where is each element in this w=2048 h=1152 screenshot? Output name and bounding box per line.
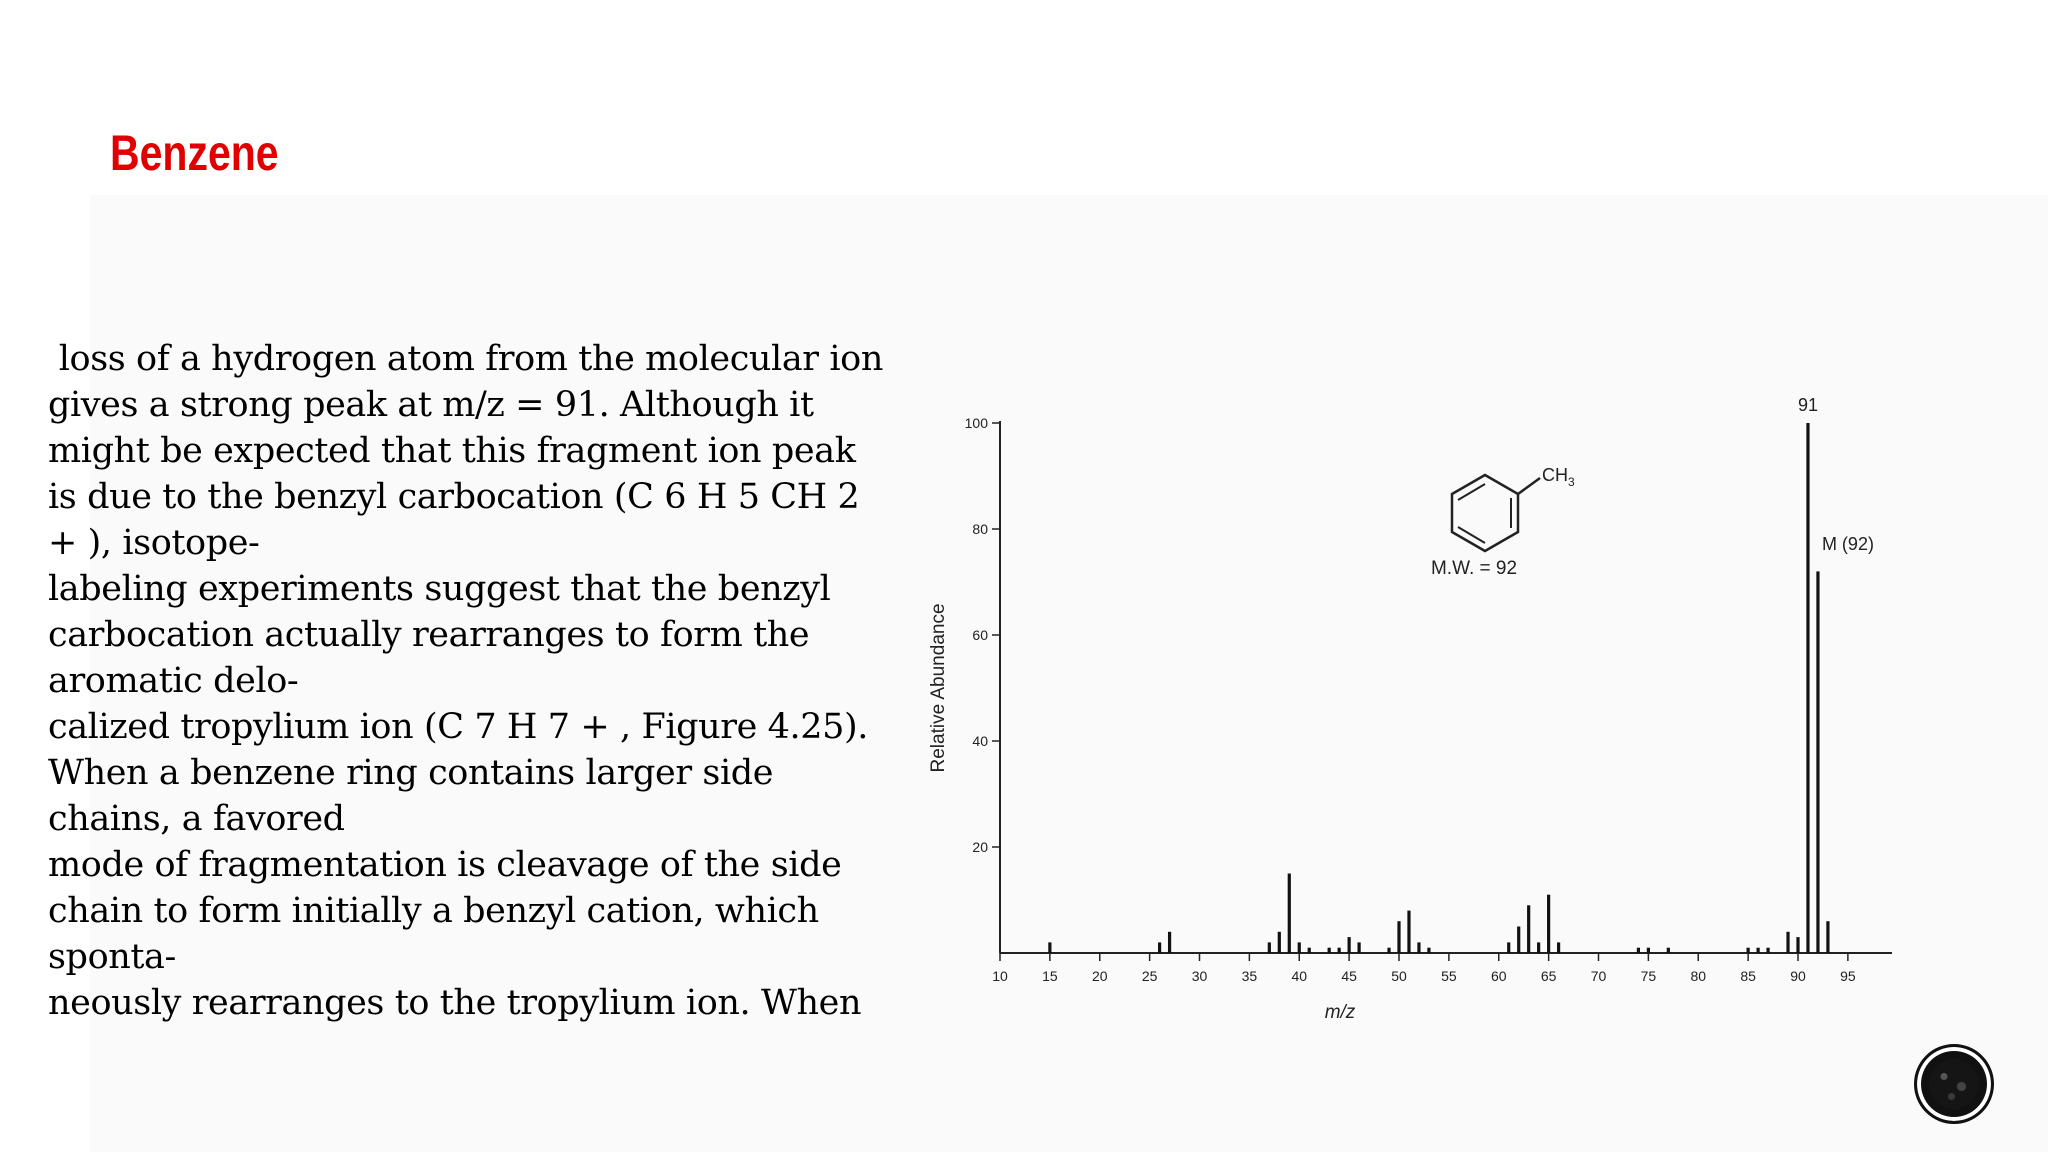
peak-bar xyxy=(1826,921,1829,953)
peak-bar xyxy=(1278,932,1281,953)
peak-bar xyxy=(1537,942,1540,953)
x-tick-label: 50 xyxy=(1391,968,1407,984)
peak-bar xyxy=(1158,942,1161,953)
body-line: might be expected that this fragment ion peak xyxy=(48,431,856,471)
body-line: calized tropylium ion (C 7 H 7 + , Figure 4.25). xyxy=(48,707,868,747)
x-tick-label: 10 xyxy=(992,968,1008,984)
peak-bar xyxy=(1298,942,1301,953)
peak-bar xyxy=(1766,948,1769,953)
x-tick-label: 95 xyxy=(1840,968,1856,984)
x-tick-label: 90 xyxy=(1790,968,1806,984)
y-tick-label: 80 xyxy=(972,521,988,537)
peak-bar xyxy=(1637,948,1640,953)
peak-bar xyxy=(1507,942,1510,953)
body-text xyxy=(48,336,908,1026)
peak-bar xyxy=(1397,921,1400,953)
mass-spectrum-chart xyxy=(900,375,1900,1035)
x-tick-label: 80 xyxy=(1690,968,1707,984)
peak-bar xyxy=(1747,948,1750,953)
peak-bar xyxy=(1168,932,1171,953)
peak-bar xyxy=(1387,948,1390,953)
peak-bar xyxy=(1417,942,1420,953)
slide-nav-button[interactable] xyxy=(1914,1044,1994,1124)
body-line: When a benzene ring contains larger side xyxy=(48,753,774,793)
x-tick-label: 85 xyxy=(1740,968,1756,984)
x-tick-label: 45 xyxy=(1341,968,1357,984)
peak-bar xyxy=(1407,911,1410,953)
body-line: is due to the benzyl carbocation (C 6 H 5 CH 2 xyxy=(48,477,860,517)
peak-bar xyxy=(1806,423,1809,953)
peak-bar xyxy=(1338,948,1341,953)
y-tick-label: 40 xyxy=(972,733,988,749)
x-tick-label: 15 xyxy=(1042,968,1058,984)
x-tick-label: 25 xyxy=(1141,968,1158,984)
body-line: chains, a favored xyxy=(48,799,345,839)
peak-bar xyxy=(1268,942,1271,953)
y-tick-label: 20 xyxy=(972,839,988,855)
x-tick-label: 30 xyxy=(1191,968,1208,984)
nav-button-icon xyxy=(1929,1059,1979,1109)
body-line: loss of a hydrogen atom from the molecular ion xyxy=(48,339,883,379)
peak-bar xyxy=(1517,927,1520,954)
x-tick-label: 35 xyxy=(1241,968,1258,984)
body-line: carbocation actually rearranges to form the xyxy=(48,615,810,655)
body-line: neously rearranges to the tropylium ion. When xyxy=(48,983,862,1023)
x-tick-label: 20 xyxy=(1091,968,1108,984)
body-line: mode of fragmentation is cleavage of the side xyxy=(48,845,842,885)
toluene-structure xyxy=(1431,465,1575,579)
y-tick-label: 100 xyxy=(964,415,988,431)
body-line: labeling experiments suggest that the benzyl xyxy=(48,569,831,609)
base-peak-label: 91 xyxy=(1797,395,1818,415)
peak-bar xyxy=(1816,571,1819,953)
peak-bar xyxy=(1667,948,1670,953)
peak-bar xyxy=(1288,874,1291,954)
x-axis-title: m/z xyxy=(1324,1002,1356,1023)
peak-bar xyxy=(1796,937,1799,953)
peak-bar xyxy=(1048,942,1051,953)
y-tick-label: 60 xyxy=(972,627,988,643)
peak-bar xyxy=(1786,932,1789,953)
peak-bar xyxy=(1348,937,1351,953)
peak-bar xyxy=(1427,948,1430,953)
ch3-label: $CH_3$ xyxy=(1542,465,1575,489)
peak-bar xyxy=(1547,895,1550,953)
x-tick-label: 55 xyxy=(1441,968,1457,984)
peak-bar xyxy=(1328,948,1331,953)
peak-bar xyxy=(1358,942,1361,953)
peak-bar xyxy=(1527,905,1530,953)
x-tick-label: 60 xyxy=(1490,968,1507,984)
peak-bar xyxy=(1557,942,1560,953)
x-tick-label: 75 xyxy=(1640,968,1657,984)
peak-bar xyxy=(1757,948,1760,953)
peak-bar xyxy=(1647,948,1650,953)
body-line: chain to form initially a benzyl cation, which xyxy=(48,891,819,931)
x-tick-label: 65 xyxy=(1540,968,1557,984)
peak-bar xyxy=(1308,948,1311,953)
body-line: + ), isotope- xyxy=(48,523,260,563)
y-axis-title: Relative Abundance xyxy=(928,603,949,773)
x-tick-label: 40 xyxy=(1291,968,1308,984)
molecular-weight-label: M.W. = 92 xyxy=(1430,558,1518,579)
molecular-ion-label: M (92) xyxy=(1821,534,1874,555)
body-line: sponta- xyxy=(48,937,176,977)
body-line: gives a strong peak at m/z = 91. Although it xyxy=(48,385,814,425)
x-tick-label: 70 xyxy=(1590,968,1607,984)
body-line: aromatic delo- xyxy=(48,661,299,701)
slide-title: Benzene xyxy=(110,125,279,181)
